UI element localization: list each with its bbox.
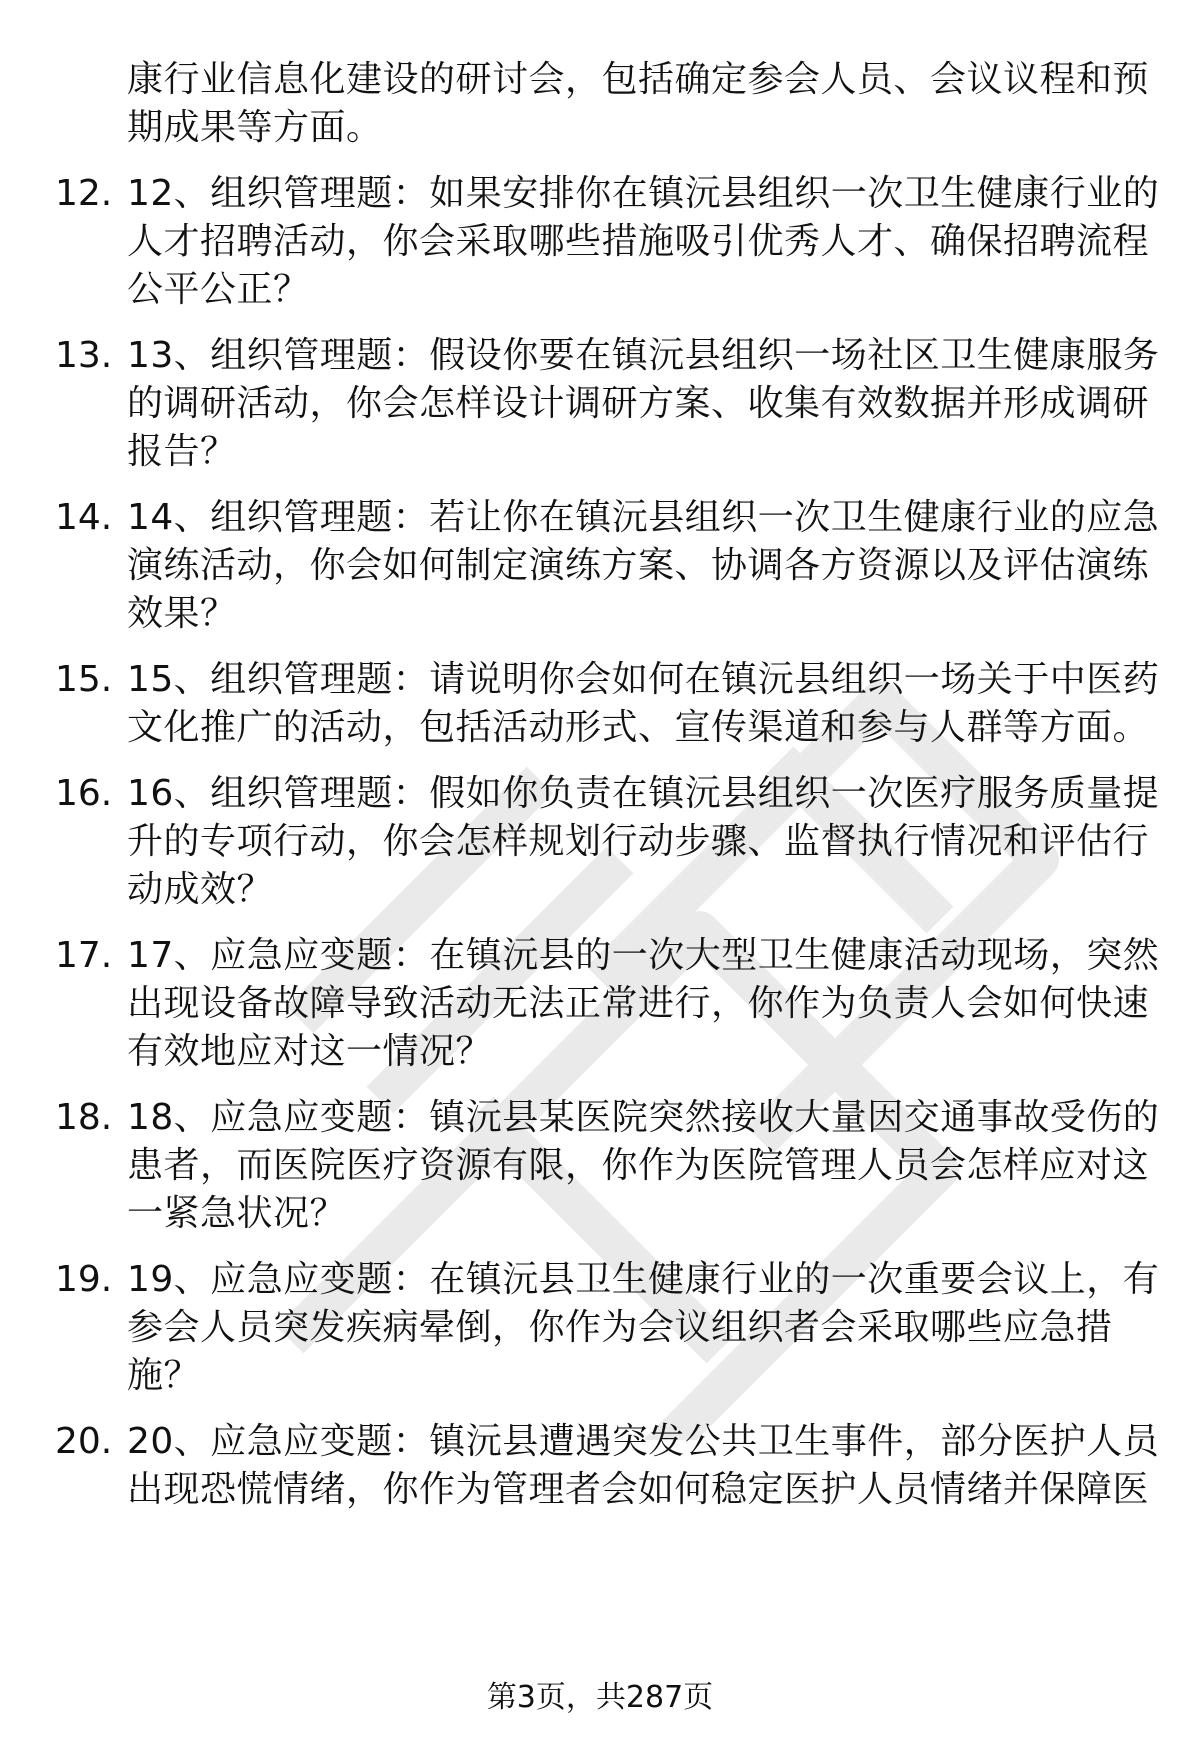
item-number-13: 13. (55, 335, 113, 376)
item-20-line-1: 20、应急应变题：镇沅县遭遇突发公共卫生事件，部分医护人员 (127, 1421, 1160, 1462)
item-13-line-2: 的调研活动，你会怎样设计调研方案、收集有效数据并形成调研 (127, 383, 1150, 424)
item-14-line-3: 效果？ (127, 593, 237, 634)
item-18-line-1: 18、应急应变题：镇沅县某医院突然接收大量因交通事故受伤的 (127, 1097, 1160, 1138)
item-12-line-1: 12、组织管理题：如果安排你在镇沅县组织一次卫生健康行业的 (127, 173, 1160, 214)
item-20-line-2: 出现恐慌情绪，你作为管理者会如何稳定医护人员情绪并保障医 (127, 1469, 1150, 1510)
continuation-line-1: 康行业信息化建设的研讨会，包括确定参会人员、会议议程和预 (127, 59, 1150, 100)
item-19-line-3: 施？ (127, 1355, 201, 1396)
item-number-14: 14. (55, 497, 113, 538)
item-17-line-2: 出现设备故障导致活动无法正常进行，你作为负责人会如何快速 (127, 983, 1150, 1024)
item-number-12: 12. (55, 173, 113, 214)
item-18-line-2: 患者，而医院医疗资源有限，你作为医院管理人员会怎样应对这 (127, 1145, 1150, 1186)
item-15-line-1: 15、组织管理题：请说明你会如何在镇沅县组织一场关于中医药 (127, 659, 1160, 700)
item-17-line-1: 17、应急应变题：在镇沅县的一次大型卫生健康活动现场，突然 (127, 935, 1160, 976)
item-14-line-2: 演练活动，你会如何制定演练方案、协调各方资源以及评估演练 (127, 545, 1150, 586)
item-14-line-1: 14、组织管理题：若让你在镇沅县组织一次卫生健康行业的应急 (127, 497, 1160, 538)
item-16-line-3: 动成效？ (127, 869, 274, 910)
item-number-20: 20. (55, 1421, 113, 1462)
item-number-15: 15. (55, 659, 113, 700)
item-16-line-2: 升的专项行动，你会怎样规划行动步骤、监督执行情况和评估行 (127, 821, 1150, 862)
item-12-line-3: 公平公正？ (127, 269, 310, 310)
item-18-line-3: 一紧急状况？ (127, 1193, 347, 1234)
item-19-line-1: 19、应急应变题：在镇沅县卫生健康行业的一次重要会议上，有 (127, 1259, 1160, 1300)
continuation-line-2: 期成果等方面。 (127, 107, 383, 148)
item-17-line-3: 有效地应对这一情况？ (127, 1031, 493, 1072)
item-19-line-2: 参会人员突发疾病晕倒，你作为会议组织者会采取哪些应急措 (127, 1307, 1113, 1348)
page-number-footer: 第3页，共287页 (486, 1680, 714, 1715)
item-12-line-2: 人才招聘活动，你会采取哪些措施吸引优秀人才、确保招聘流程 (127, 221, 1150, 262)
item-number-17: 17. (55, 935, 113, 976)
item-13-line-1: 13、组织管理题：假设你要在镇沅县组织一场社区卫生健康服务 (127, 335, 1160, 376)
item-13-line-3: 报告？ (127, 431, 237, 472)
item-number-18: 18. (55, 1097, 113, 1138)
item-16-line-1: 16、组织管理题：假如你负责在镇沅县组织一次医疗服务质量提 (127, 773, 1160, 814)
item-15-line-2: 文化推广的活动，包括活动形式、宣传渠道和参与人群等方面。 (127, 707, 1150, 748)
item-number-19: 19. (55, 1259, 113, 1300)
item-number-16: 16. (55, 773, 113, 814)
